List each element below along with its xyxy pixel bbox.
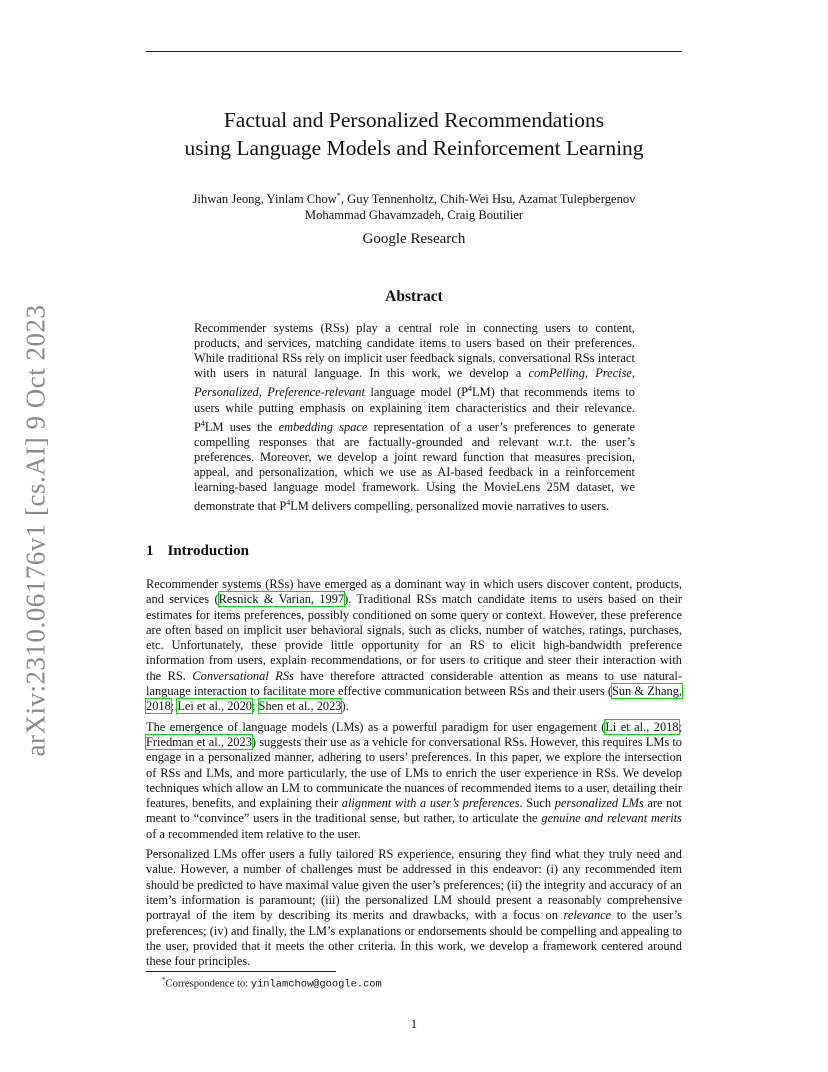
section-number: 1 <box>146 543 154 559</box>
paragraph-2 <box>146 720 682 842</box>
emphasis-text: genuine and relevant merits <box>541 811 682 826</box>
citation-separator: ; <box>252 699 259 714</box>
author-list <box>120 188 708 223</box>
footnote <box>162 976 382 991</box>
affiliation: Google Research <box>362 231 466 247</box>
paragraph-text: have therefore attracted considerable attention as means to use natural-language interaction to facilitate more effective communication between RSs and their users ( <box>146 668 683 699</box>
abstract-emphasis-model: comPelling, Precise, Personalized, Preference-relevant <box>194 366 635 400</box>
arxiv-identifier: arXiv:2310.06176v1 [cs.AI] 9 Oct 2023 <box>20 304 51 756</box>
paragraph-text: of a recommended item relative to the user. <box>146 826 361 841</box>
paragraph-text: ) suggests their use as a vehicle for conversational RSs. However, this requires LMs to engage in a personalized manner, adhering to users’ preferences. In this paper, we explore the intersection of RSs and LMs, and more particularly, the use of LMs to enrich the user experience in RSs. We develop techniques which allow an LM to communicate the nuances of recommended items to a user, detailing their features, benefits, and explaining their <box>146 734 682 811</box>
citation-link[interactable]: Resnick & Varian, 1997 <box>218 592 345 607</box>
abstract-heading: Abstract <box>385 288 443 305</box>
abstract-text-5: representation of a user’s preferences to generate compelling responses that are factually-grounded and relevant w.r.t. the user’s preferences. Moreover, we develop a joint reward function that measures precision, appeal, and personalization, which we use as AI-based feedback in a reinforcement learning-based language model framework. Using the MovieLens 25M dataset, we demonstrate that P <box>194 419 635 514</box>
abstract-text-3: LM) that recommends items to users while putting emphasis on explaining item characteristics and their relevance. P <box>194 385 635 434</box>
abstract-emphasis-embedding: embedding space <box>278 419 368 434</box>
introduction-body <box>146 577 682 974</box>
citation-separator: ; <box>170 699 178 714</box>
abstract-text-4: LM uses the <box>204 419 279 434</box>
footnote-mark[interactable]: * <box>336 191 341 200</box>
emphasis-text: personalized LMs <box>554 796 644 811</box>
superscript-4: 4 <box>468 384 473 394</box>
paragraph-text: The emergence of language models (LMs) as a powerful paradigm for user engagement ( <box>146 719 606 734</box>
abstract-text-6: LM delivers compelling, personalized movie narratives to users. <box>290 499 610 514</box>
footnote-text: Correspondence to: <box>165 978 251 990</box>
abstract-text-1: Recommender systems (RSs) play a central role in connecting users to content, products, and services, matching candidate items to users based on their preferences. While traditional RSs rely on implicit user feedback signals, conversational RSs interact with users in natural language. In this work, we develop a <box>194 321 635 381</box>
arxiv-side-stamp <box>16 300 56 760</box>
citation-link[interactable]: Friedman et al., 2023 <box>146 734 252 749</box>
top-rule <box>146 51 682 52</box>
authors-line-2: Mohammad Ghavamzadeh, Craig Boutilier <box>304 208 524 223</box>
citation-link[interactable]: Lei et al., 2020 <box>177 699 252 714</box>
emphasis-text: Conversational RSs <box>192 668 294 683</box>
paragraph-text: are not meant to “convince” users in the traditional sense, but rather, to articulate the <box>146 796 682 826</box>
authors-line-1b: , Guy Tennenholtz, Chih-Wei Hsu, Azamat Tulepbergenov <box>340 192 636 207</box>
footnote-rule <box>146 971 336 972</box>
citation-link[interactable]: Shen et al., 2023 <box>258 699 342 714</box>
abstract-body <box>194 321 635 515</box>
paragraph-3 <box>146 847 682 969</box>
title-line-1: Factual and Personalized Recommendations <box>223 108 605 132</box>
section-title: Introduction <box>167 543 249 559</box>
page-number: 1 <box>410 1017 418 1031</box>
citation-link[interactable]: Sun & Zhang, 2018 <box>146 684 682 714</box>
title-line-2: using Language Models and Reinforcement Learning <box>184 136 644 160</box>
paragraph-1 <box>146 577 682 715</box>
section-heading-introduction <box>146 543 249 560</box>
emphasis-text: alignment with a user’s preferences <box>341 796 520 811</box>
paragraph-text: to the user’s preferences; (iv) and finally, the LM’s explanations or endorsements should be compelling and appealing to the user, provided that it meets the other criteria. In this work, we develop a framework centered around these four principles. <box>146 908 682 969</box>
authors-line-1a: Jihwan Jeong, Yinlam Chow <box>192 192 337 207</box>
superscript-4: 4 <box>286 498 291 508</box>
paragraph-text: Personalized LMs offer users a fully tailored RS experience, ensuring they find what they truly need and value. However, a number of challenges must be addressed in this endeavor: (i) any recommended item should be predicted to have maximal value given the user’s preferences; (ii) the integrity and accuracy of an item’s information is paramount; (iii) the personalized LM should present a reasonably comprehensive portrayal of the item by describing its merits and drawbacks, with a focus on <box>146 847 682 923</box>
paragraph-text: ). Traditional RSs match candidate items to users based on their estimates for items preferences, possibly conditioned on some query or context. However, these preference are often based on implicit user behavioral signals, such as clicks, number of watches, ratings, purchases, etc. Unfortunately, these provide little opportunity for an RS to elicit high-bandwidth preference information from users, explain recommendations, or for users to critique and steer their interaction with the RS. <box>146 592 683 683</box>
abstract-text-2: language model (P <box>364 385 469 400</box>
footnote-mark: * <box>162 976 166 984</box>
paper-title <box>120 106 708 162</box>
citation-link[interactable]: Li et al., 2018 <box>605 719 679 734</box>
paragraph-text: Recommender systems (RSs) have emerged as a dominant way in which users discover content, products, and services ( <box>146 577 682 607</box>
correspondence-email[interactable]: yinlamchow@google.com <box>250 978 382 991</box>
emphasis-text: relevance <box>563 908 612 923</box>
paragraph-text: ). <box>341 699 349 714</box>
paragraph-text: . Such <box>519 796 555 811</box>
citation-separator: ; <box>678 719 682 734</box>
superscript-4: 4 <box>200 418 205 428</box>
